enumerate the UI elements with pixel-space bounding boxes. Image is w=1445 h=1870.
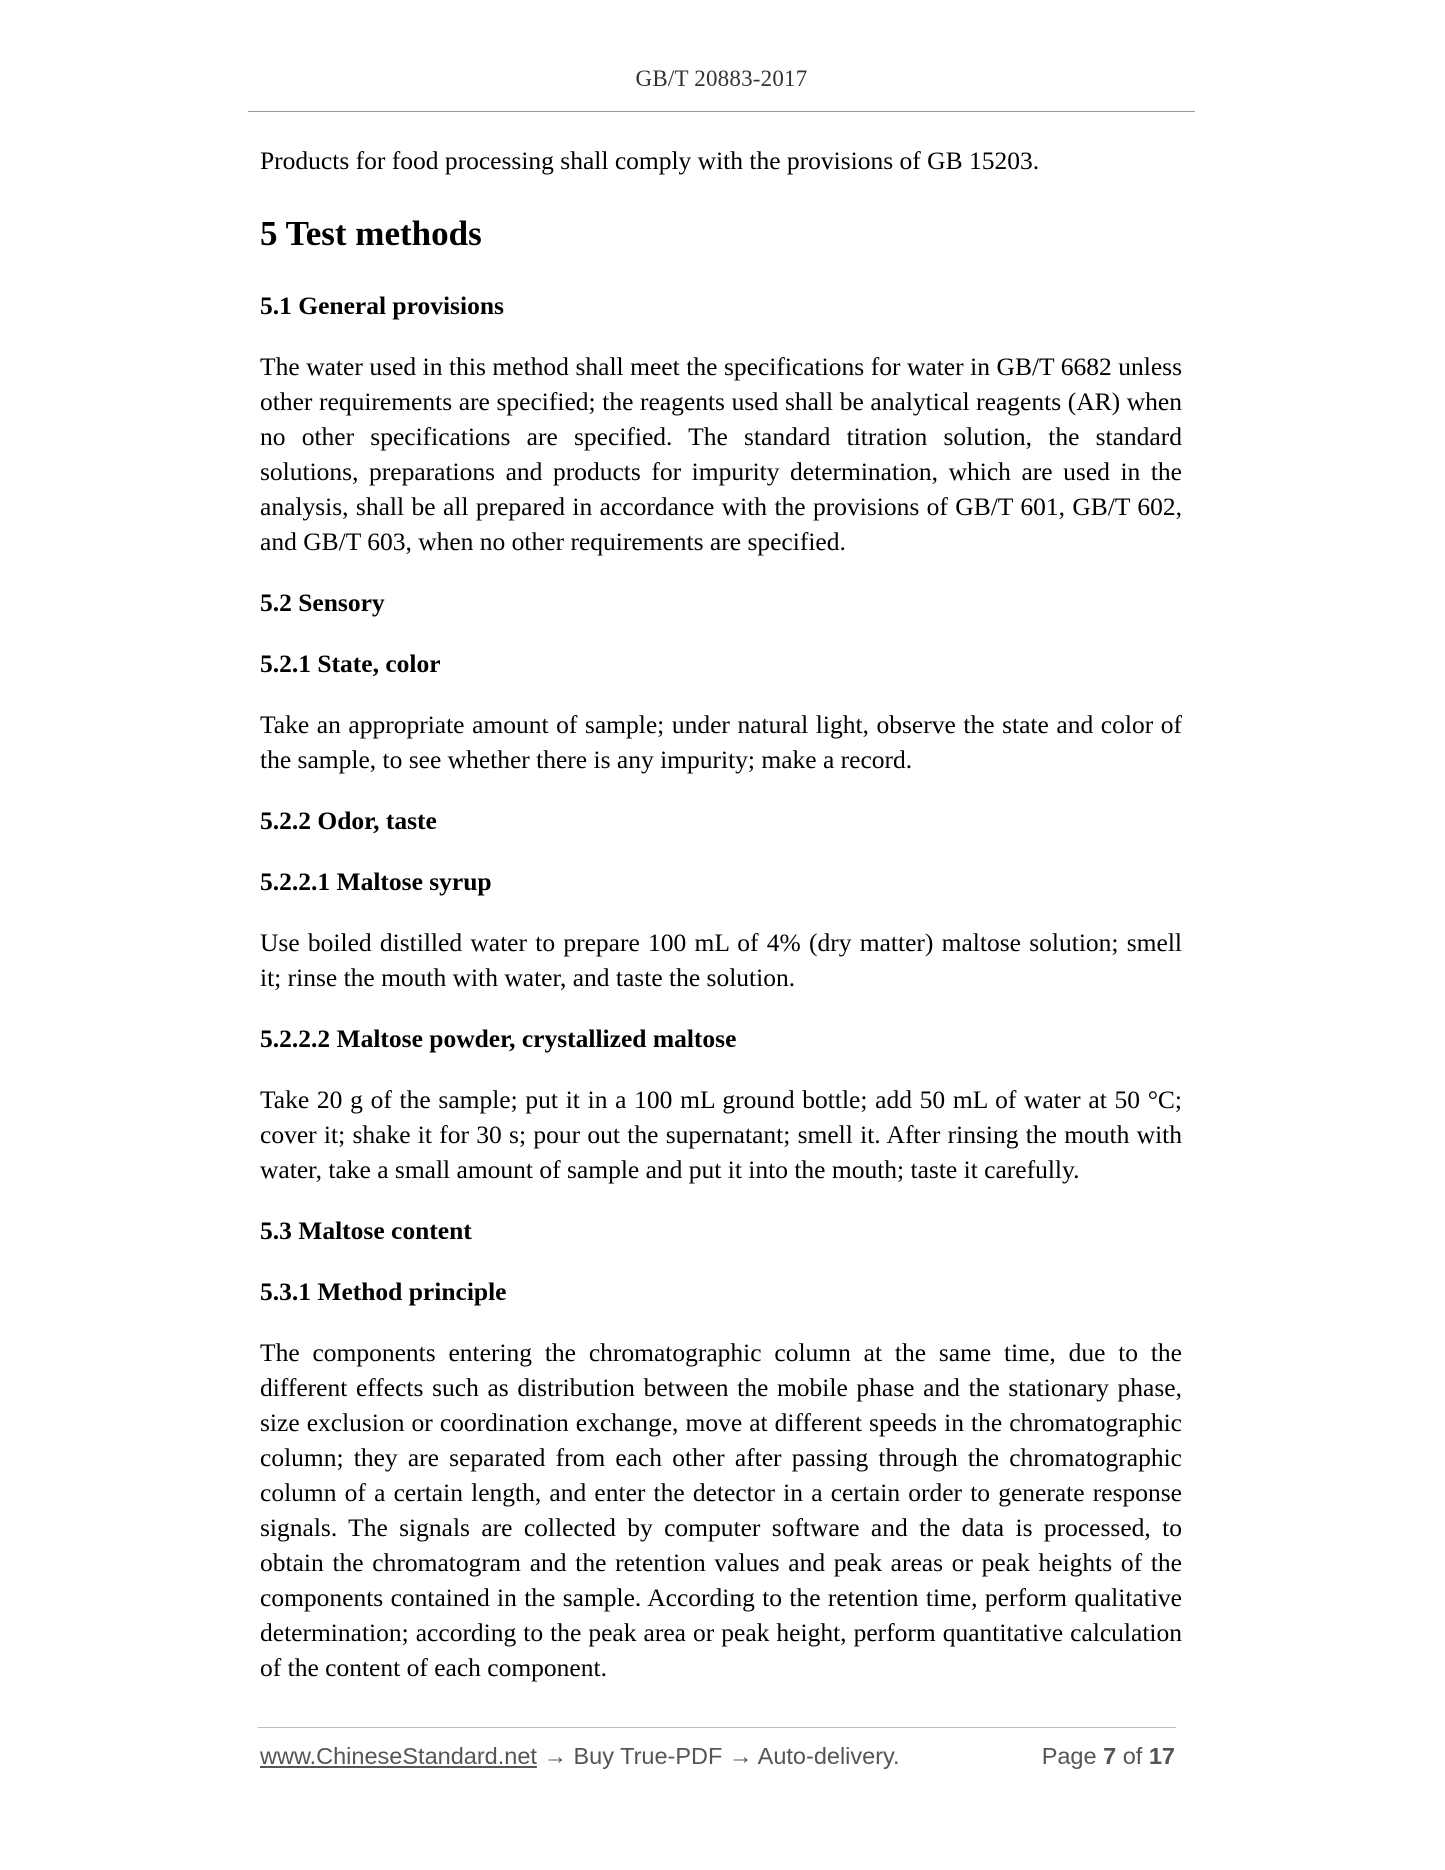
page-word: Page [1041,1743,1097,1769]
footer-divider [258,1727,1176,1728]
section-title-test-methods: 5 Test methods [260,214,482,253]
heading-5-2-2-2: 5.2.2.2 Maltose powder, crystallized maltose [260,1024,737,1053]
heading-5-1: 5.1 General provisions [260,291,504,320]
heading-5-3-1: 5.3.1 Method principle [260,1277,507,1306]
heading-5-2-2-1: 5.2.2.1 Maltose syrup [260,867,492,896]
document-body [260,143,1182,1711]
paragraph-5-2-1: Take an appropriate amount of sample; under natural light, observe the state and color of the sample, to see whether there is any impurity; make a record. [260,710,1182,774]
paragraph-5-3-1: The components entering the chromatographic column at the same time, due to the different effects such as distribution between the mobile phase and the stationary phase, size exclusion or coordination exchange, move at different speeds in the chromatographic column; they are separated from each other after passing through the chromatographic column of a certain length, and enter the detector in a certain order to generate response signals. The signals are collected by computer software and the data is processed, to obtain the chromatogram and the retention values and peak areas or peak heights of the components contained in the sample. According to the retention time, perform qualitative determination; according to the peak area or peak height, perform quantitative calculation of the content of each component. [260,1338,1182,1682]
page-number [1042,1743,1175,1770]
footer-promo-text: → Buy True-PDF → Auto-delivery. [536,1743,900,1769]
heading-5-2: 5.2 Sensory [260,588,385,617]
paragraph-5-1: The water used in this method shall meet the specifications for water in GB/T 6682 unless other requirements are specified; the reagents used shall be analytical reagents (AR) when no other specifications are specified. The standard titration solution, the standard solutions, preparations and products for impurity determination, which are used in the analysis, shall be all prepared in accordance with the provisions of GB/T 601, GB/T 602, and GB/T 603, when no other requirements are specified. [260,352,1182,556]
header-divider [248,111,1195,112]
heading-5-3: 5.3 Maltose content [260,1216,472,1245]
document-code-header: GB/T 20883-2017 [635,66,808,91]
page-footer [260,1743,1175,1770]
heading-5-2-2: 5.2.2 Odor, taste [260,806,437,835]
of-word: of [1122,1743,1143,1769]
heading-5-2-1: 5.2.1 State, color [260,649,441,678]
page-current: 7 [1103,1743,1117,1769]
page-total: 17 [1148,1743,1175,1769]
chinesestandard-link[interactable]: www.ChineseStandard.net [260,1743,537,1769]
paragraph-5-2-2-2: Take 20 g of the sample; put it in a 100 mL ground bottle; add 50 mL of water at 50 °C; cover it; shake it for 30 s; pour out the supernatant; smell it. After rinsing the mouth with water, take a small amount of sample and put it into the mouth; taste it carefully. [260,1085,1182,1184]
intro-paragraph: Products for food processing shall comply with the provisions of GB 15203. [260,146,1040,175]
paragraph-5-2-2-1: Use boiled distilled water to prepare 100 mL of 4% (dry matter) maltose solution; smell it; rinse the mouth with water, and taste the solution. [260,928,1182,992]
footer-promo [260,1743,900,1769]
